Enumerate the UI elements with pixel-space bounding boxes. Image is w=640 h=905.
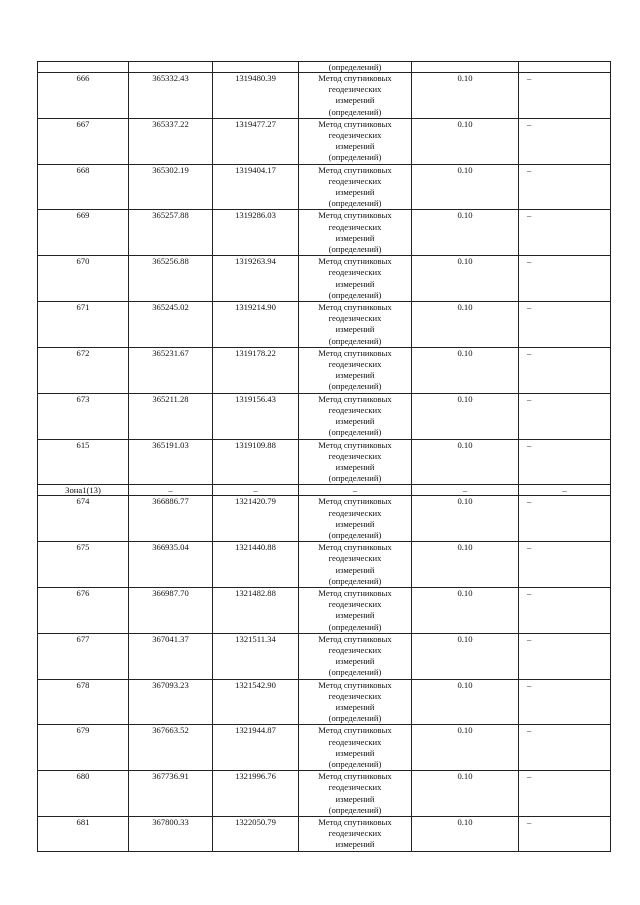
- method-line: измерений: [335, 278, 375, 289]
- cell-point-number: 676: [38, 587, 129, 633]
- method-line: Метод спутниковых: [318, 256, 392, 267]
- method-line: Метод спутниковых: [318, 542, 392, 553]
- cell-coordinate-y: 1322050.79: [213, 817, 299, 852]
- table-row: [38, 679, 611, 725]
- cell-coordinate-x: 365256.88: [129, 256, 213, 302]
- method-line: геодезических: [328, 644, 382, 655]
- method-line: (определений): [328, 758, 382, 769]
- table-row: [38, 164, 611, 210]
- cell-coordinate-y: 1319178.22: [213, 347, 299, 393]
- method-line: геодезических: [328, 736, 382, 747]
- cell-coordinate-y: 1321542.90: [213, 679, 299, 725]
- coordinates-table: [37, 61, 611, 852]
- method-line: геодезических: [328, 313, 382, 324]
- cell-method: [299, 210, 412, 256]
- cell-method: [299, 164, 412, 210]
- method-line: (определений): [328, 427, 382, 438]
- cell-accuracy: 0.10: [412, 633, 519, 679]
- cell-point-number: 672: [38, 347, 129, 393]
- cell-coordinate-y: 1321996.76: [213, 771, 299, 817]
- table-row: [38, 302, 611, 348]
- cell-point-number: 667: [38, 118, 129, 164]
- method-line: измерений: [335, 370, 375, 381]
- cell-coordinate-y: 1319263.94: [213, 256, 299, 302]
- method-line: измерений: [335, 232, 375, 243]
- method-line: Метод спутниковых: [318, 439, 392, 450]
- method-line: измерений: [335, 656, 375, 667]
- cell-accuracy: 0.10: [412, 118, 519, 164]
- cell-zone-name: Зона1(13): [38, 485, 129, 496]
- cell-accuracy: 0.10: [412, 817, 519, 852]
- cell-note: –: [519, 679, 611, 725]
- cell-point-number: 666: [38, 73, 129, 119]
- method-line: (определений): [328, 244, 382, 255]
- method-line: геодезических: [328, 267, 382, 278]
- cell-coordinate-x: 366987.70: [129, 587, 213, 633]
- method-line: измерений: [335, 610, 375, 621]
- table-row: [38, 210, 611, 256]
- cell-accuracy: 0.10: [412, 725, 519, 771]
- cell-coordinate-x: 367093.23: [129, 679, 213, 725]
- cell-note: –: [519, 73, 611, 119]
- method-line: измерений: [335, 461, 375, 472]
- method-line: измерений: [335, 793, 375, 804]
- cell-method: [299, 496, 412, 542]
- cell-coordinate-x: 367736.91: [129, 771, 213, 817]
- cell-note: –: [519, 496, 611, 542]
- cell-point-number: 678: [38, 679, 129, 725]
- table-row: [38, 393, 611, 439]
- cell-method: [299, 679, 412, 725]
- method-line: измерений: [335, 141, 375, 152]
- table-row: [38, 496, 611, 542]
- cell-accuracy: 0.10: [412, 302, 519, 348]
- cell-method-continued: (определений): [299, 62, 412, 73]
- cell-coordinate-x: 365245.02: [129, 302, 213, 348]
- cell-coordinate-y: 1319109.88: [213, 439, 299, 485]
- method-line: (определений): [328, 667, 382, 678]
- method-line: геодезических: [328, 175, 382, 186]
- table-row: [38, 587, 611, 633]
- method-line: геодезических: [328, 690, 382, 701]
- method-line: измерений: [335, 95, 375, 106]
- cell-point-number: 674: [38, 496, 129, 542]
- cell-zone-dash: –: [519, 485, 611, 496]
- cell-accuracy: 0.10: [412, 256, 519, 302]
- cell-coordinate-x: 367041.37: [129, 633, 213, 679]
- method-line: геодезических: [328, 507, 382, 518]
- cell-method: [299, 771, 412, 817]
- method-line: измерений: [335, 747, 375, 758]
- cell-method: [299, 73, 412, 119]
- method-line: геодезических: [328, 359, 382, 370]
- cell-note: –: [519, 118, 611, 164]
- cell-coordinate-x: 365191.03: [129, 439, 213, 485]
- method-line: геодезических: [328, 221, 382, 232]
- coordinates-table-page: [37, 61, 610, 852]
- method-line: Метод спутниковых: [318, 347, 392, 358]
- table-row: [38, 439, 611, 485]
- cell-accuracy: 0.10: [412, 73, 519, 119]
- cell-point-number: 675: [38, 542, 129, 588]
- table-row: [38, 347, 611, 393]
- cell-note: –: [519, 210, 611, 256]
- method-line: геодезических: [328, 84, 382, 95]
- cell-coordinate-x: 365257.88: [129, 210, 213, 256]
- cell-coordinate-x: 365337.22: [129, 118, 213, 164]
- cell-note: –: [519, 771, 611, 817]
- cell-note: –: [519, 347, 611, 393]
- cell-point-number: 615: [38, 439, 129, 485]
- cell-accuracy: 0.10: [412, 542, 519, 588]
- cell-coordinate-y: 1319286.03: [213, 210, 299, 256]
- cell-note: –: [519, 817, 611, 852]
- method-line: измерений: [335, 564, 375, 575]
- cell-method: [299, 347, 412, 393]
- cell-coordinate-y: 1321944.87: [213, 725, 299, 771]
- cell-method: [299, 302, 412, 348]
- table-row: [38, 256, 611, 302]
- cell-coordinate-x: 365211.28: [129, 393, 213, 439]
- method-line: (определений): [328, 473, 382, 484]
- cell-accuracy: 0.10: [412, 496, 519, 542]
- cell-note: –: [519, 164, 611, 210]
- cell-note: –: [519, 439, 611, 485]
- cell-coordinate-y: 1319477.27: [213, 118, 299, 164]
- cell-accuracy: 0.10: [412, 439, 519, 485]
- table-row: [38, 725, 611, 771]
- method-line: (определений): [328, 575, 382, 586]
- cell-note: –: [519, 633, 611, 679]
- cell-coordinate-y: 1321511.34: [213, 633, 299, 679]
- cell-accuracy: 0.10: [412, 587, 519, 633]
- cell-empty: [38, 62, 129, 73]
- method-line: измерений: [335, 416, 375, 427]
- cell-note: –: [519, 542, 611, 588]
- method-line: (определений): [328, 381, 382, 392]
- cell-coordinate-x: 367800.33: [129, 817, 213, 852]
- cell-empty: [213, 62, 299, 73]
- method-line: Метод спутниковых: [318, 496, 392, 507]
- cell-method: [299, 256, 412, 302]
- cell-point-number: 668: [38, 164, 129, 210]
- cell-point-number: 673: [38, 393, 129, 439]
- table-row: [38, 771, 611, 817]
- cell-zone-dash: –: [213, 485, 299, 496]
- cell-zone-dash: –: [412, 485, 519, 496]
- method-line: геодезических: [328, 782, 382, 793]
- method-line: геодезических: [328, 553, 382, 564]
- method-line: Метод спутниковых: [318, 73, 392, 83]
- cell-coordinate-y: 1319480.39: [213, 73, 299, 119]
- method-line: (определений): [328, 804, 382, 815]
- method-line: измерений: [335, 187, 375, 198]
- method-line: (определений): [328, 621, 382, 632]
- method-line: измерений: [335, 701, 375, 712]
- cell-note: –: [519, 393, 611, 439]
- cell-point-number: 681: [38, 817, 129, 852]
- method-line: (определений): [328, 198, 382, 209]
- table-row: [38, 73, 611, 119]
- method-line: геодезических: [328, 828, 382, 839]
- method-line: геодезических: [328, 450, 382, 461]
- cell-note: –: [519, 302, 611, 348]
- method-line: Метод спутниковых: [318, 633, 392, 644]
- method-line: Метод спутниковых: [318, 164, 392, 175]
- cell-note: –: [519, 725, 611, 771]
- method-line: измерений: [335, 324, 375, 335]
- cell-point-number: 671: [38, 302, 129, 348]
- cell-coordinate-x: 365302.19: [129, 164, 213, 210]
- cell-accuracy: 0.10: [412, 771, 519, 817]
- method-line: Метод спутниковых: [318, 118, 392, 129]
- method-line: Метод спутниковых: [318, 817, 392, 827]
- cell-coordinate-y: 1319156.43: [213, 393, 299, 439]
- cell-note: –: [519, 587, 611, 633]
- method-line: (определений): [328, 106, 382, 117]
- table-row-zone: [38, 485, 611, 496]
- cell-accuracy: 0.10: [412, 210, 519, 256]
- method-line: (определений): [328, 152, 382, 163]
- cell-point-number: 677: [38, 633, 129, 679]
- cell-coordinate-y: 1321440.88: [213, 542, 299, 588]
- method-line: Метод спутниковых: [318, 587, 392, 598]
- method-line: геодезических: [328, 599, 382, 610]
- method-line: Метод спутниковых: [318, 771, 392, 782]
- method-line: Метод спутниковых: [318, 393, 392, 404]
- cell-method: [299, 542, 412, 588]
- table-row: [38, 817, 611, 852]
- cell-zone-dash: –: [299, 485, 412, 496]
- method-line: Метод спутниковых: [318, 302, 392, 313]
- cell-point-number: 680: [38, 771, 129, 817]
- cell-accuracy: 0.10: [412, 679, 519, 725]
- table-row: [38, 542, 611, 588]
- method-line: измерений: [335, 839, 375, 850]
- cell-method: [299, 393, 412, 439]
- method-line: (определений): [328, 289, 382, 300]
- cell-note: –: [519, 256, 611, 302]
- table-row-continued: [38, 62, 611, 73]
- cell-coordinate-x: 367663.52: [129, 725, 213, 771]
- cell-point-number: 670: [38, 256, 129, 302]
- cell-coordinate-y: 1321420.79: [213, 496, 299, 542]
- cell-accuracy: 0.10: [412, 347, 519, 393]
- cell-zone-dash: –: [129, 485, 213, 496]
- cell-coordinate-y: 1319404.17: [213, 164, 299, 210]
- cell-empty: [519, 62, 611, 73]
- cell-point-number: 669: [38, 210, 129, 256]
- method-line: Метод спутниковых: [318, 679, 392, 690]
- method-line: геодезических: [328, 404, 382, 415]
- cell-accuracy: 0.10: [412, 393, 519, 439]
- method-line: (определений): [328, 529, 382, 540]
- cell-coordinate-x: 365332.43: [129, 73, 213, 119]
- method-line: Метод спутниковых: [318, 725, 392, 736]
- table-row: [38, 118, 611, 164]
- cell-method: [299, 587, 412, 633]
- cell-coordinate-x: 366886.77: [129, 496, 213, 542]
- coordinates-table-body: [38, 62, 611, 852]
- method-line: (определений): [328, 335, 382, 346]
- cell-coordinate-y: 1321482.88: [213, 587, 299, 633]
- cell-coordinate-x: 366935.04: [129, 542, 213, 588]
- cell-coordinate-x: 365231.67: [129, 347, 213, 393]
- cell-coordinate-y: 1319214.90: [213, 302, 299, 348]
- cell-method: [299, 439, 412, 485]
- cell-method: [299, 633, 412, 679]
- table-row: [38, 633, 611, 679]
- method-line: измерений: [335, 518, 375, 529]
- cell-method: [299, 118, 412, 164]
- cell-accuracy: 0.10: [412, 164, 519, 210]
- cell-empty: [129, 62, 213, 73]
- cell-method: [299, 817, 412, 852]
- cell-method: [299, 725, 412, 771]
- cell-point-number: 679: [38, 725, 129, 771]
- cell-empty: [412, 62, 519, 73]
- method-line: (определений): [328, 713, 382, 724]
- method-line: Метод спутниковых: [318, 210, 392, 221]
- method-line: геодезических: [328, 130, 382, 141]
